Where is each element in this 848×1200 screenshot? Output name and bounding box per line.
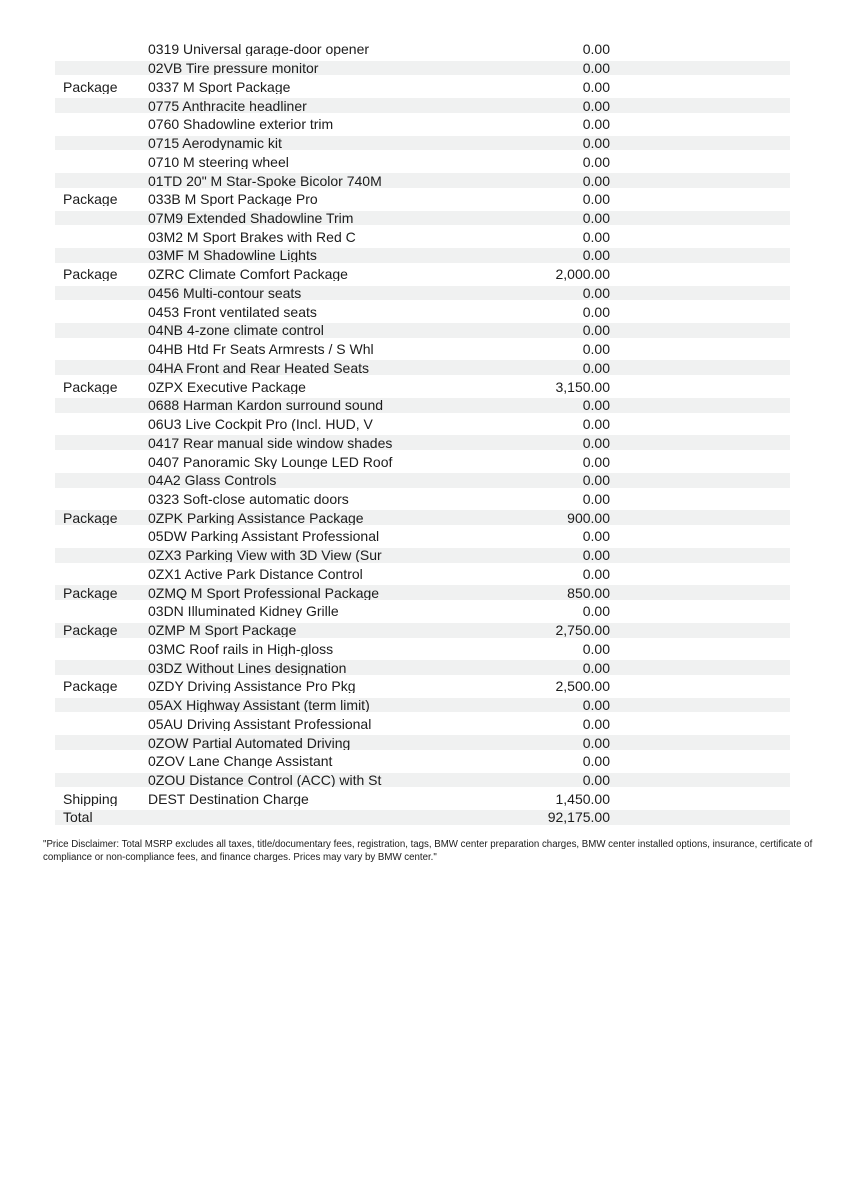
row-item-description: 0ZPK Parking Assistance Package xyxy=(148,510,364,525)
row-price: 0.00 xyxy=(582,229,610,244)
table-row xyxy=(55,677,790,696)
row-item-description: 05AU Driving Assistant Professional xyxy=(148,716,372,731)
row-item-description: 0ZRC Climate Comfort Package xyxy=(148,267,348,282)
row-price: 0.00 xyxy=(582,342,610,357)
row-price: 0.00 xyxy=(582,435,610,450)
row-item-description: 0319 Universal garage-door opener xyxy=(148,42,370,57)
row-price: 3,150.00 xyxy=(555,379,610,394)
row-item-description: 0ZDY Driving Assistance Pro Pkg xyxy=(148,679,356,694)
row-category: Package xyxy=(63,192,118,207)
table-row xyxy=(55,714,790,733)
row-item-description: 03DN Illuminated Kidney Grille xyxy=(148,604,339,619)
table-row xyxy=(55,546,790,565)
table-row xyxy=(55,340,790,359)
table-row xyxy=(55,527,790,546)
row-item-description: 0715 Aerodynamic kit xyxy=(148,136,282,151)
row-price: 0.00 xyxy=(582,173,610,188)
row-item-description: 03DZ Without Lines designation xyxy=(148,660,347,675)
row-category: Shipping xyxy=(63,791,118,806)
row-price: 2,500.00 xyxy=(555,679,610,694)
table-row xyxy=(55,789,790,808)
row-price: 2,000.00 xyxy=(555,267,610,282)
table-row xyxy=(55,134,790,153)
table-row xyxy=(55,115,790,134)
table-row xyxy=(55,77,790,96)
table-row xyxy=(55,658,790,677)
table-row xyxy=(55,640,790,659)
row-item-description: 0688 Harman Kardon surround sound xyxy=(148,398,384,413)
row-item-description: 04HB Htd Fr Seats Armrests / S Whl xyxy=(148,342,374,357)
table-row xyxy=(55,284,790,303)
table-row xyxy=(55,40,790,59)
price-disclaimer-line2: compliance or non-compliance fees, and finance charges. Prices may vary by BMW center." xyxy=(43,852,437,864)
row-item-description: 0417 Rear manual side window shades xyxy=(148,435,393,450)
table-row xyxy=(55,59,790,78)
row-item-description: 0ZPX Executive Package xyxy=(148,379,306,394)
row-price: 0.00 xyxy=(582,398,610,413)
table-row xyxy=(55,152,790,171)
row-price: 0.00 xyxy=(582,454,610,469)
row-item-description: DEST Destination Charge xyxy=(148,791,309,806)
row-item-description: 0323 Soft-close automatic doors xyxy=(148,491,349,506)
row-price: 0.00 xyxy=(582,154,610,169)
price-disclaimer-line1: "Price Disclaimer: Total MSRP excludes all taxes, title/documentary fees, registration, tags, BMW center preparation charges, BMW center installed options, insurance, certificate of xyxy=(43,839,813,850)
table-row xyxy=(55,621,790,640)
table-row xyxy=(55,302,790,321)
row-item-description: 0ZOV Lane Change Assistant xyxy=(148,754,333,769)
row-category: Package xyxy=(63,267,118,282)
row-price: 0.00 xyxy=(582,61,610,76)
row-price: 0.00 xyxy=(582,660,610,675)
row-item-description: 06U3 Live Cockpit Pro (Incl. HUD, V xyxy=(148,417,373,432)
row-price: 0.00 xyxy=(582,773,610,787)
row-price: 0.00 xyxy=(582,285,610,300)
table-row xyxy=(55,358,790,377)
table-row xyxy=(55,508,790,527)
table-row xyxy=(55,752,790,771)
row-item-description: 0775 Anthracite headliner xyxy=(148,98,307,113)
table-row xyxy=(55,96,790,115)
table-row xyxy=(55,377,790,396)
row-price: 0.00 xyxy=(582,210,610,225)
row-price: 0.00 xyxy=(582,641,610,656)
row-price: 0.00 xyxy=(582,716,610,731)
row-price: 0.00 xyxy=(582,698,610,713)
row-category: Package xyxy=(63,379,118,394)
row-price: 0.00 xyxy=(582,473,610,488)
row-item-description: 01TD 20" M Star-Spoke Bicolor 740M xyxy=(148,173,382,188)
row-price: 0.00 xyxy=(582,117,610,132)
row-category: Package xyxy=(63,623,118,638)
table-row xyxy=(55,771,790,790)
row-price: 0.00 xyxy=(582,360,610,375)
table-row xyxy=(55,190,790,209)
row-price: 900.00 xyxy=(567,510,610,525)
row-price: 0.00 xyxy=(582,548,610,563)
row-price: 0.00 xyxy=(582,566,610,581)
row-price: 0.00 xyxy=(582,323,610,338)
table-row xyxy=(55,415,790,434)
row-price: 1,450.00 xyxy=(555,791,610,806)
row-item-description: 07M9 Extended Shadowline Trim xyxy=(148,210,354,225)
table-row xyxy=(55,490,790,509)
table-row xyxy=(55,808,790,827)
table-row xyxy=(55,733,790,752)
row-item-description: 0407 Panoramic Sky Lounge LED Roof xyxy=(148,454,393,469)
row-category: Package xyxy=(63,79,118,94)
row-item-description: 0ZX1 Active Park Distance Control xyxy=(148,566,363,581)
row-price: 0.00 xyxy=(582,136,610,151)
row-item-description: 04NB 4-zone climate control xyxy=(148,323,324,338)
table-row xyxy=(55,471,790,490)
row-item-description: 0ZOW Partial Automated Driving xyxy=(148,735,351,750)
row-item-description: 05DW Parking Assistant Professional xyxy=(148,529,380,544)
row-item-description: 0ZOU Distance Control (ACC) with St xyxy=(148,773,382,787)
table-row xyxy=(55,602,790,621)
row-price: 0.00 xyxy=(582,754,610,769)
row-item-description: 04HA Front and Rear Heated Seats xyxy=(148,360,370,375)
row-price: 0.00 xyxy=(582,42,610,57)
vehicle-options-table xyxy=(55,40,790,827)
price-disclaimer xyxy=(43,838,823,865)
row-item-description: 0ZX3 Parking View with 3D View (Sur xyxy=(148,548,382,563)
row-price: 0.00 xyxy=(582,79,610,94)
row-item-description: 03MC Roof rails in High-gloss xyxy=(148,641,334,656)
row-item-description: 02VB Tire pressure monitor xyxy=(148,61,319,76)
table-row xyxy=(55,265,790,284)
row-price: 0.00 xyxy=(582,98,610,113)
table-row xyxy=(55,565,790,584)
table-row xyxy=(55,209,790,228)
table-row xyxy=(55,433,790,452)
row-price: 92,175.00 xyxy=(547,810,610,825)
row-item-description: 0456 Multi-contour seats xyxy=(148,285,302,300)
table-row xyxy=(55,583,790,602)
table-row xyxy=(55,396,790,415)
row-price: 0.00 xyxy=(582,417,610,432)
table-row xyxy=(55,321,790,340)
row-item-description: 05AX Highway Assistant (term limit) xyxy=(148,698,370,713)
row-item-description: 0337 M Sport Package xyxy=(148,79,291,94)
row-price: 0.00 xyxy=(582,304,610,319)
row-item-description: 03M2 M Sport Brakes with Red C xyxy=(148,229,356,244)
row-price: 0.00 xyxy=(582,491,610,506)
row-price: 0.00 xyxy=(582,735,610,750)
row-category: Package xyxy=(63,679,118,694)
table-row xyxy=(55,452,790,471)
row-category: Package xyxy=(63,510,118,525)
row-category: Total xyxy=(63,810,93,825)
row-item-description: 0760 Shadowline exterior trim xyxy=(148,117,334,132)
row-price: 0.00 xyxy=(582,604,610,619)
row-item-description: 0453 Front ventilated seats xyxy=(148,304,317,319)
row-price: 0.00 xyxy=(582,248,610,263)
table-row xyxy=(55,171,790,190)
table-row xyxy=(55,227,790,246)
table-row xyxy=(55,696,790,715)
row-price: 0.00 xyxy=(582,192,610,207)
row-item-description: 0710 M steering wheel xyxy=(148,154,289,169)
row-item-description: 033B M Sport Package Pro xyxy=(148,192,318,207)
row-item-description: 0ZMQ M Sport Professional Package xyxy=(148,585,380,600)
row-price: 2,750.00 xyxy=(555,623,610,638)
row-item-description: 03MF M Shadowline Lights xyxy=(148,248,317,263)
row-price: 850.00 xyxy=(567,585,610,600)
row-item-description: 0ZMP M Sport Package xyxy=(148,623,297,638)
row-item-description: 04A2 Glass Controls xyxy=(148,473,277,488)
table-row xyxy=(55,246,790,265)
row-category: Package xyxy=(63,585,118,600)
row-price: 0.00 xyxy=(582,529,610,544)
